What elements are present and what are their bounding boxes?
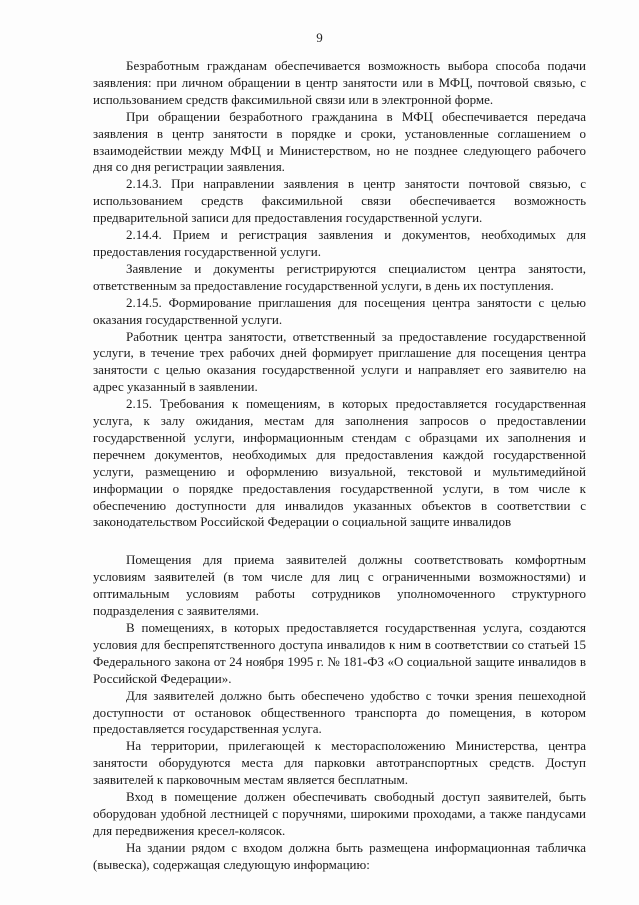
paragraph: Работник центра занятости, ответственный за предоставление государственной услуги, в течение трех рабочих дней формирует приглашение для посещения центра занятости с целью оказания государственной услуги и направляет его заявителю на адрес указанный в заявлении. <box>93 328 586 395</box>
document-body <box>93 58 586 874</box>
paragraph: 2.14.4. Прием и регистрация заявления и документов, необходимых для предоставления государственной услуги. <box>93 227 586 259</box>
section-heading-2-15: 2.15. Требования к помещениям, в которых предоставляется государственная услуга, к залу ожидания, местам для заполнения запросов о предоставлении государственной услуги, информационным стендам с образцами их заполнения и перечнем документов, необходимых для предоставления каждой государственной услуги, размещению и оформлению визуальной, текстовой и мультимедийной информации о порядке предоставления государственной услуги, в том числе к обеспечению доступности для инвалидов указанных объектов в соответствии с законодательством Российской Федерации о социальной защите инвалидов <box>93 396 586 530</box>
paragraph: При обращении безработного гражданина в МФЦ обеспечивается передача заявления в центр занятости в порядке и сроки, установленные соглашением о взаимодействии между МФЦ и Министерством, но не позднее следующего рабочего дня со дня регистрации заявления. <box>93 108 586 175</box>
paragraph: На территории, прилегающей к месторасположению Министерства, центра занятости оборудуются места для парковки автотранспортных средств. Доступ заявителей к парковочным местам является бесплатным. <box>93 738 586 788</box>
section-spacer <box>93 531 586 552</box>
paragraph: 2.14.3. При направлении заявления в центр занятости почтовой связью, с использованием средств факсимильной связи обеспечивается возможность предварительной записи для предоставления государственной услуги. <box>93 176 586 226</box>
paragraph: Заявление и документы регистрируются специалистом центра занятости, ответственным за предоставление государственной услуги, в день их поступления. <box>93 260 586 293</box>
paragraph: На здании рядом с входом должна быть размещена информационная табличка (вывеска), содержащая следующую информацию: <box>93 839 586 872</box>
paragraph: Безработным гражданам обеспечивается возможность выбора способа подачи заявления: при личном обращении в центр занятости или в МФЦ, почтовой связью, с использованием средств факсимильной связи или в электронной форме. <box>93 58 586 107</box>
page-number: 9 <box>316 30 323 45</box>
paragraph: Вход в помещение должен обеспечивать свободный доступ заявителей, быть оборудован удобной лестницей с поручнями, широкими проходами, а также пандусами для передвижения кресел-колясок. <box>93 789 586 838</box>
paragraph: Помещения для приема заявителей должны соответствовать комфортным условиям заявителей (в том числе для лиц с ограниченными возможностями) и оптимальным условиям работы сотрудников уполномоченного структурного подразделения с заявителями. <box>93 552 586 619</box>
paragraph: В помещениях, в которых предоставляется государственная услуга, создаются условия для беспрепятственного доступа инвалидов к ним в соответствии со статьей 15 Федерального закона от 24 ноября 1995 г. № 181-ФЗ «О социальной защите инвалидов в Российской Федерации». <box>93 620 586 686</box>
paragraph: Для заявителей должно быть обеспечено удобство с точки зрения пешеходной доступности от остановок общественного транспорта до помещения, в котором предоставляется государственная услуга. <box>93 687 586 737</box>
paragraph: 2.14.5. Формирование приглашения для посещения центра занятости с целью оказания государственной услуги. <box>93 294 586 327</box>
